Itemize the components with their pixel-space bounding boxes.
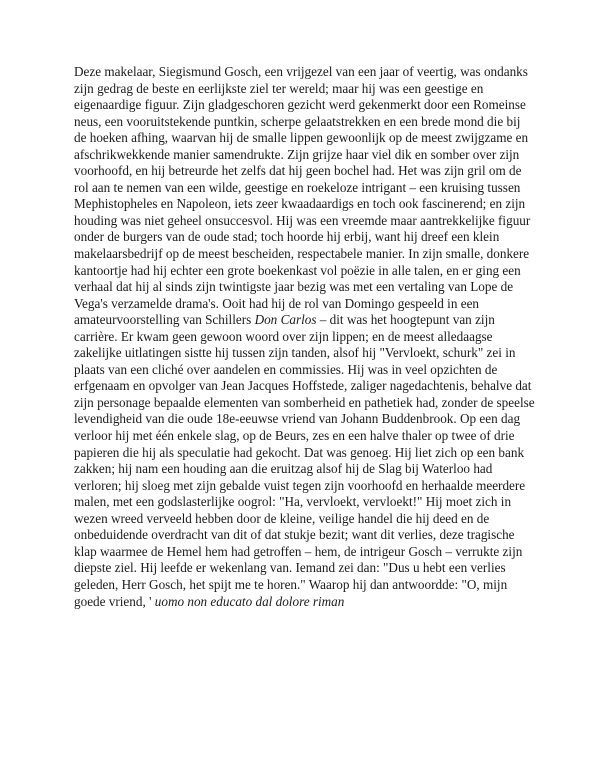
italic-quote-fragment: uomo non educato dal dolore riman bbox=[154, 593, 345, 609]
paragraph-text-part-1: Deze makelaar, Siegismund Gosch, een vrijgezel van een jaar of veertig, was ondanks zijn gedrag de beste en eerlijkste ziel ter wereld; maar hij was een geestige en eigenaardige figuur. Zijn gladgeschoren gezicht werd gekenmerkt door een Romeinse neus, een vooruitstekende puntkin, scherpe gelaatstrekken en een brede mond die bij de hoeken afhing, waarvan hij de smalle lippen gewoonlijk op de meest zwijgzame en afschrikwekkende manier samendrukte. Zijn grijze haar viel dik en somber over zijn voorhoofd, en hij betreurde het zelfs dat hij geen bochel had. Het was zijn gril om de rol aan te nemen van een wilde, geestige en roekeloze intrigant – een kruising tussen Mephistopheles en Napoleon, iets zeer kwaadaardigs en toch ook fascinerend; en zijn houding was niet geheel onsuccesvol. Hij was een vreemde maar aantrekkelijke figuur onder de burgers van de oude stad; toch hoorde hij erbij, want hij dreef een klein makelaarsbedrijf op de meest bescheiden, respectabele manier. In zijn smalle, donkere kantoortje had hij echter een grote boekenkast vol poëzie in alle talen, en er ging een verhaal dat hij al sinds zijn twintigste jaar bezig was met een vertaling van Lope de Vega's verzamelde drama's. Ooit had hij de rol van Domingo gespeeld in een amateurvoorstelling van Schillers bbox=[74, 64, 531, 328]
body-paragraph bbox=[74, 64, 536, 610]
paragraph-text-part-2: – dit was het hoogtepunt van zijn carrière. Er kwam geen gewoon woord over zijn lippen; en de meest alledaagse zakelijke uitlatingen sistte hij tussen zijn tanden, alsof hij "Vervloekt, schurk" zei in plaats van een cliché over aandelen en commissies. Hij was in veel opzichten de erfgenaam en opvolger van Jean Jacques Hoffstede, zaliger nagedachtenis, behalve dat zijn personage bepaalde elementen van somberheid en pathetiek had, zonder de speelse levendigheid van die oude 18e-eeuwse vriend van Johann Buddenbrook. Op een dag verloor hij met één enkele slag, op de Beurs, zes en een halve thaler op twee of drie papieren die hij als speculatie had gekocht. Dat was genoeg. Hij liet zich op een bank zakken; hij nam een houding aan die eruitzag alsof hij de Slag bij Waterloo had verloren; hij sloeg met zijn gebalde vuist tegen zijn voorhoofd en herhaalde meerdere malen, met een godslasterlijke oogrol: "Ha, vervloekt, vervloekt!" Hij moet zich in wezen wreed verveeld hebben door de kleine, veilige handel die hij deed en de onbeduidende overdracht van dit of dat stukje bezit; want dit verlies, deze tragische klap waarmee de Hemel hem had getroffen – hem, de intrigeur Gosch – verrukte zijn diepste ziel. Hij leefde er wekenlang van. Iemand zei dan: "Dus u hebt een verlies geleden, Herr Gosch, het spijt me te horen." Waarop hij dan antwoordde: "O, mijn goede vriend, ' bbox=[74, 312, 535, 609]
document-page bbox=[74, 64, 536, 610]
italic-title-don-carlos: Don Carlos bbox=[254, 312, 317, 328]
